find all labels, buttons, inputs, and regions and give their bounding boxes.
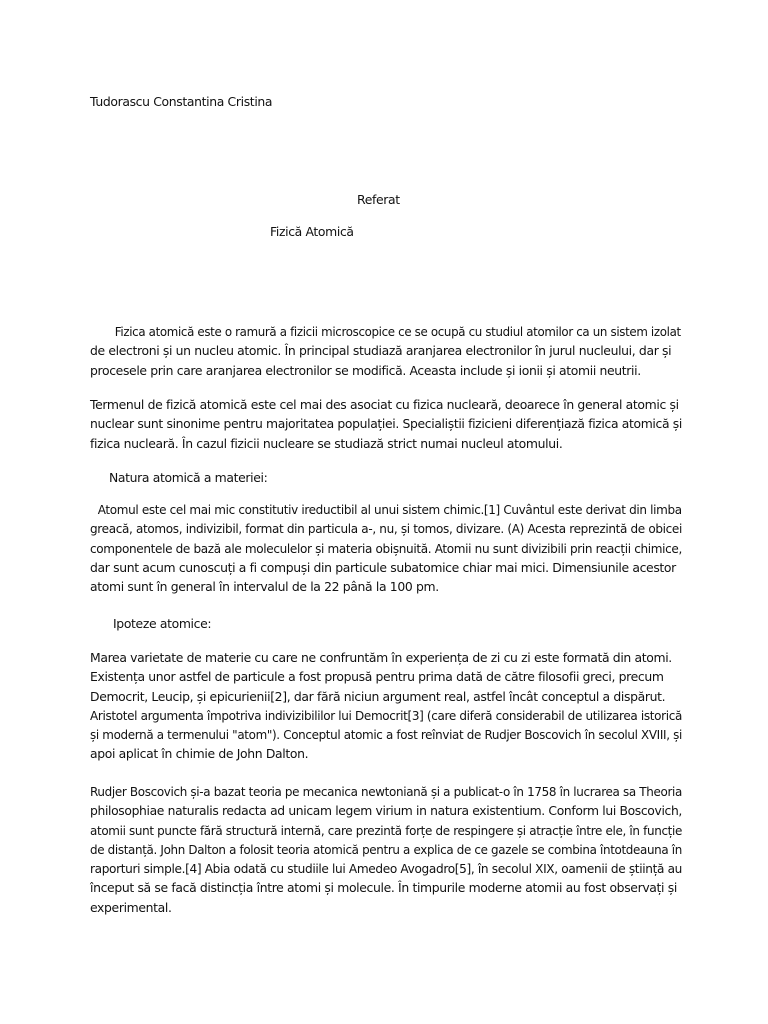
paragraph-line: philosophiae naturalis redacta ad unicam legem virium in natura existentium. Conform lui Boscovich, xyxy=(90,803,683,819)
paragraph-line: de distanță. John Dalton a folosit teoria atomică pentru a explica de ce gazele se combina întotdeauna în xyxy=(90,841,682,857)
paragraph-line: dar sunt acum cunoscuți a fi compuși din particule subatomice chiar mai mici. Dimensiunile acestor xyxy=(90,559,676,575)
paragraph-line: Rudjer Boscovich și-a bazat teoria pe mecanica newtoniană și a publicat-o în 1758 în lucrarea sa Theoria xyxy=(90,784,683,799)
paragraph-line: fizica nucleară. În cazul fizicii nucleare se studiază strict numai nucleul atomului. xyxy=(90,435,563,451)
paragraph-line: atomii sunt puncte fără structură internă, care prezintă forțe de respingere și atracție între ele, în funcție xyxy=(90,822,683,838)
paragraph-line: Fizica atomică este o ramură a fizicii microscopice ce se ocupă cu studiul atomilor ca un sistem izolat xyxy=(114,324,681,339)
paragraph-line: Atomul este cel mai mic constitutiv ireductibil al unui sistem chimic.[1] Cuvântul este derivat din limba xyxy=(97,502,682,517)
paragraph-line: raporturi simple.[4] Abia odată cu studiile lui Amedeo Avogadro[5], în secolul XIX, oamenii de știință au xyxy=(90,861,682,877)
paragraph-line: experimental. xyxy=(90,899,172,915)
section-heading-nature: Natura atomică a materiei: xyxy=(109,470,268,485)
paragraph-line: Aristotel argumenta împotriva indivizibililor lui Democrit[3] (care diferă considerabil de utilizarea istorică xyxy=(90,707,682,723)
nature-paragraph xyxy=(90,500,701,596)
hypotheses-paragraph xyxy=(90,648,705,764)
paragraph-line: și modernă a termenului "atom"). Conceptul atomic a fost reînviat de Rudjer Boscovich în secolul XVIII, și xyxy=(90,727,682,743)
paragraph-line: Existența unor astfel de particule a fost propusă pentru prima dată de către filosofii greci, precum xyxy=(90,669,664,685)
paragraph-line: greacă, atomos, indivizibil, format din particula a-, nu, și tomos, divizare. (A) Acesta reprezintă de obicei xyxy=(90,521,682,537)
paragraph-line: atomi sunt în general în intervalul de la 22 până la 100 pm. xyxy=(90,579,439,595)
paragraph-line: Democrit, Leucip, și epicurienii[2], dar fără niciun argument real, astfel încât conceptul a dispărut. xyxy=(90,688,666,704)
term-paragraph xyxy=(90,395,683,453)
document-title: Fizică Atomică xyxy=(270,224,354,239)
paragraph-line: componentele de bază ale moleculelor și materia obișnuită. Atomii nu sunt divizibili prin reacții chimice, xyxy=(90,540,682,556)
paragraph-line: procesele prin care aranjarea electronilor se modifică. Aceasta include și ionii și atomii neutrii. xyxy=(90,362,641,378)
paragraph-line: de electroni și un nucleu atomic. În principal studiază aranjarea electronilor în jurul nucleului, dar și xyxy=(90,343,672,359)
paragraph-line: apoi aplicat în chimie de John Dalton. xyxy=(90,746,309,762)
paragraph-line: nuclear sunt sinonime pentru majoritatea populației. Specialiștii fizicieni diferențiază fizica atomică și xyxy=(90,416,682,432)
document-heading: Referat xyxy=(357,192,400,207)
author-name: Tudorascu Constantina Cristina xyxy=(90,94,273,109)
boscovich-paragraph xyxy=(90,782,706,917)
section-heading-hypotheses: Ipoteze atomice: xyxy=(113,616,212,631)
paragraph-line: Marea varietate de materie cu care ne confruntăm în experiența de zi cu zi este formată din atomi. xyxy=(90,650,672,665)
paragraph-line: Termenul de fizică atomică este cel mai des asociat cu fizica nucleară, deoarece în general atomic și xyxy=(90,397,679,412)
intro-paragraph xyxy=(90,322,709,380)
paragraph-line: început să se facă distincția între atomi și molecule. În timpurile moderne atomii au fost observați și xyxy=(90,880,677,896)
